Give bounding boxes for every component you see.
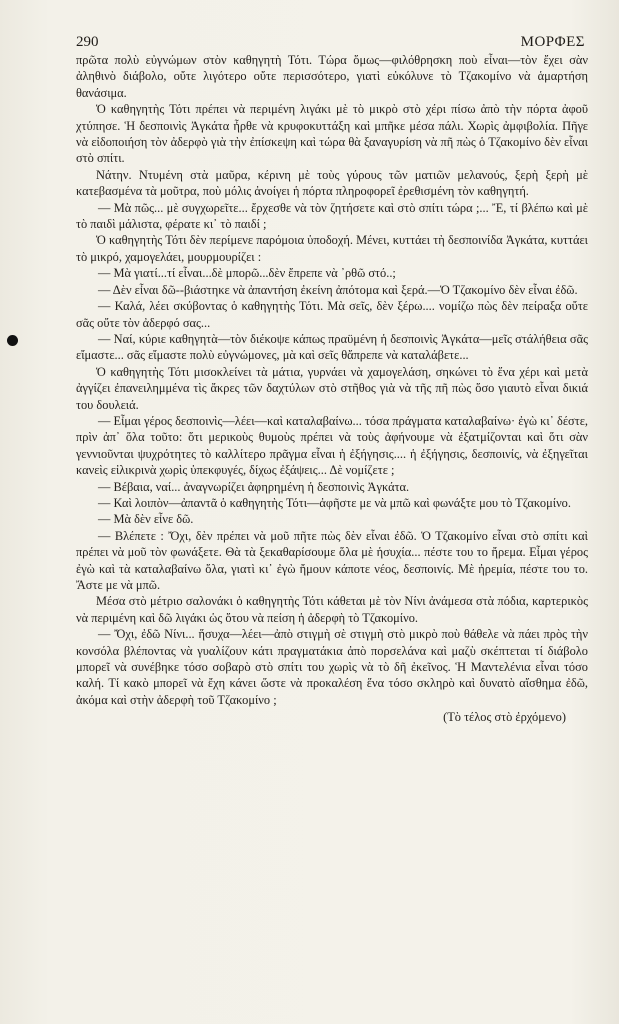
dialogue-paragraph: — Καὶ λοιπὸν—ἀπαντᾶ ὁ καθηγητὴς Τότι—ἀφῆστε με νὰ μπῶ καὶ φωνάξτε μου τὸ Τζακομίνο. <box>98 495 571 510</box>
dialogue-paragraph: — Ναί, κύριε καθηγητὰ—τὸν διέκοψε κάπως πραϋμένη ἡ δεσποινὶς Ἀγκάτα—μεῖς στάλήθεια σᾶς εἴμαστε... σᾶς εἴμαστε πολὺ εὐγνώμονες, μὰ καὶ σεῖς θἄπρεπε νὰ καταλάβετε... <box>76 331 588 363</box>
dialogue-paragraph: — Δὲν εἶναι δῶ--βιάστηκε νὰ ἀπαντήση ἐκείνη ἀπότομα καὶ ξερά.—Ὁ Τζακομίνο δὲν εἶναι ἐδῶ. <box>98 282 578 297</box>
dialogue-paragraph: — Καλά, λέει σκύβοντας ὁ καθηγητὴς Τότι. Μὰ σεῖς, δὲν ξέρω.... νομίζω πὼς δὲν πείραξα οὔτε σᾶς οὔτε τὸν ἀδερφό σας... <box>76 299 588 330</box>
paragraph: Ὁ καθηγητὴς Τότι πρέπει νὰ περιμένη λιγάκι μὲ τὸ μικρὸ στὸ χέρι πίσω ἀπὸ τὴν πόρτα ἀφοῦ χτύπησε. Ἡ δεσποινὶς Ἀγκάτα ἦρθε νὰ κρυφοκυττάξη καὶ μπῆκε μέσα πάλι. Χωρὶς ἀμφιβολία. Πῆγε νὰ εἰδοποιήση τὸν ἀδερφὸ γιὰ τὴν ἐπίσκεψη καὶ τώρα θὰ ξαναγυρίση νὰ πῆ πὼς ὁ Τζακομίνο δὲν εἶναι στὸ σπίτι. <box>76 102 588 166</box>
paragraph: Ὁ καθηγητὴς Τότι δὲν περίμενε παρόμοια ὑποδοχή. Μένει, κυττάει τὴ δεσποινίδα Ἀγκάτα, κυττάει τὸ μικρό, χαμογελάει, μουρμουρίζει : <box>76 233 588 264</box>
running-head: ΜΟΡΦΕΣ <box>520 34 585 50</box>
dialogue-paragraph: — Βέβαια, ναί... ἀναγνωρίζει ἀφηρημένη ἡ δεσποινὶς Ἀγκάτα. <box>98 479 410 494</box>
dialogue-paragraph: — Μὰ γιατί...τί εἶναι...δὲ μπορῶ...δὲν ἔπρεπε νὰ ᾿ρθῶ στό..; <box>98 266 396 281</box>
paragraph: πρῶτα πολὺ εὐγνώμων στὸν καθηγητὴ Τότι. Τώρα ὅμως—φιλόθρησκη ποὺ εἶναι—τὸν ἔχει σὰν ἀληθινὸ διάβολο, οὔτε λιγότερο οὔτε περισσότερο, γιατὶ εὐκόλυνε τὸ Τζακομίνο νὰ ἁμαρτήση θανάσιμα. <box>76 53 588 100</box>
page-number: 290 <box>76 34 99 50</box>
dialogue-paragraph: — Μὰ δὲν εἶνε δῶ. <box>98 512 194 527</box>
paragraph: Ὁ καθηγητὴς Τότι μισοκλείνει τὰ μάτια, γυρνάει νὰ χαμογελάση, σηκώνει τὸ ἕνα χέρι καὶ μετὰ ἀγγίζει ἐπανειλημμένα τὶς ἄκρες τῶν δαχτύλων στὸ στῆθος γιὰ νὰ τῆς πῆ πὼς ὅσο γιαυτὸ εἶναι δικιά του δουλειά. <box>76 364 588 412</box>
continued-note: (Τὸ τέλος στὸ ἐρχόμενο) <box>443 710 566 725</box>
dialogue-paragraph: — Ὄχι, ἐδῶ Νίνι... ἥσυχα—λέει—ἀπὸ στιγμὴ σὲ στιγμὴ στὸ μικρὸ ποὺ θάθελε νὰ πάει πρὸς τὴν κονσόλα βλέποντας νὰ γυαλίζουν κάτι πραγματάκια ἀπὸ πορσελάνα καὶ μαζὺ σκέπτεται τί διάβολο μπορεῖ νὰ συνέβηκε τόσο σοβαρὸ στὸ σπίτι του χωρὶς νὰ τὸ δῆ ἐκεῖνος. Ἡ Μαντελένια εἶναι τόσο καλή. Τί κακὸ μπορεῖ νὰ ἔχη κάνει ὥστε νὰ προκαλέση ἕνα τόσο σκληρὸ καὶ δυνατὸ αἴσθημα ἐδῶ, ἀκόμα καὶ στὴν ἀδερφὴ τοῦ Τζακομίνο ; <box>76 627 588 707</box>
page-header <box>76 34 585 52</box>
paragraph: Νάτην. Ντυμένη στὰ μαῦρα, κέρινη μὲ τοὺς γύρους τῶν ματιῶν μελανούς, ξερὴ ξερὴ μὲ κατεβασμένα τὰ μοῦτρα, ποὺ μόλις ἀνοίγει ἡ πόρτα πληροφορεῖ ἐρεθισμένη τὸν καθηγητή. <box>76 167 588 199</box>
paragraph: Μέσα στὸ μέτριο σαλονάκι ὁ καθηγητὴς Τότι κάθεται μὲ τὸν Νίνι ἀνάμεσα στὰ πόδια, καρτερικὸς νὰ περιμένη καὶ δῶ λιγάκι ὡς ὅτου νὰ πείση ἡ ἀδερφὴ τὸ Τζακομίνο. <box>76 594 588 625</box>
dialogue-paragraph: — Εἶμαι γέρος δεσποινὶς—λέει—καὶ καταλαβαίνω... τόσα πράγματα καταλαβαίνω· ἐγὼ κι᾿ δέστε, πρὶν ἀπ᾿ ὅλα τοῦτο: ὅτι μερικοὺς θυμοὺς πρέπει νὰ τοὺς ἀφήνουμε νὰ ἐξατμίζονται καὶ ὅτι σὰν γεννιοῦνται ψυχρότητες τὸ καλλίτερο πρᾶγμα εἶναι ἡ ἐξήγησις.... ἡ ἐξήγησις, δεσποινίς, νὰ ἐξηγεῖται κανεὶς εἰλικρινὰ χωρὶς ὑπεκφυγές, δίχως ἐξάψεις... Δὲ νομίζετε ; <box>76 413 588 478</box>
body-text <box>76 52 588 726</box>
dialogue-paragraph: — Βλέπετε : Ὄχι, δὲν πρέπει νὰ μοῦ πῆτε πὼς δὲν εἶναι ἐδῶ. Ὁ Τζακομίνο εἶναι στὸ σπίτι καὶ πρέπει νὰ μοῦ τὸν φωνάξετε. Θὰ τὰ ξεκαθαρίσουμε ὅλα μὲ ἡσυχία... πέστε του το ἤρεμα. Εἶμαι γέρος ἐγὼ καὶ τὰ καταλαβαίνω ὅλα, γιατὶ κι᾿ ἐγὼ ἤμουν κάποτε νέος, δεσποινίς. Μὲ ἠρεμία, πέστε του το. Ἄστε με νὰ μπῶ. <box>76 528 588 592</box>
dialogue-paragraph: — Μὰ πῶς... μὲ συγχωρεῖτε... ἔρχεσθε νὰ τὸν ζητήσετε καὶ στὸ σπίτι τώρα ;... Ἔ, τί βλέπω καὶ μὲ τὸ παιδὶ μάλιστα, φέρατε κι᾿ τὸ παιδί ; <box>76 200 588 232</box>
binding-hole-mark <box>7 335 18 346</box>
